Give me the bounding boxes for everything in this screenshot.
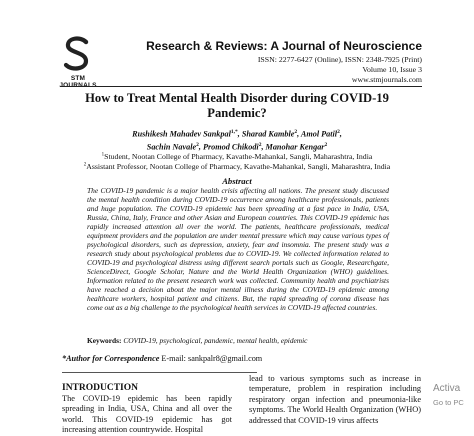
affiliation-sup: 1 [101, 152, 105, 158]
author-line-1: Rushikesh Mahadev Sankpal$^{1,*}$, Sharad Kamble$^2$, Amol Patil$^2$, [132, 129, 342, 139]
introduction-left-column: The COVID-19 epidemic has been rapidly spreading in India, USA, China and all over the world. This COVID-19 epidemic has got increasing attention countrywide. Hospital [62, 394, 232, 435]
abstract-body: The COVID-19 pandemic is a major health crisis affecting all nations. The present study discussed the mental health condition during COVID-19 occurrence among healthcare professionals, patients and huge population. The COVID-19 epidemic has been spreading at a fast pace in India, USA, Russia, China, Italy, France and other Asian and European countries. This COVID-19 epidemic has rapidly increased attention all over the world. The patients, healthcare professionals, medical equipment providers and the population are under mental pressure which may cause various types of psychological disorders, such as depression, anxiety, fear and insomnia. The present study was a research study about psychological problems due to COVID-19. We collected information related to COVID-19 and psychological distress using different search portals such as Google, Researchgate, ScienceDirect, Google Scholar, Nature and the World Health Organization (WHO) guidelines. Information related to the present research work was collected. Community health and psychiatrists have reached a decision about the major mental illness during the COVID-19 epidemic among healthcare workers, hospital patient and citizens. But, the rapid spreading of corona disease has come out as a big challenge to the psychological health services in COVID-19 affected countries. [87, 186, 389, 313]
author-name: Sachin Navale [146, 142, 197, 152]
abstract-heading: Abstract [222, 176, 252, 186]
affiliation-2 [50, 162, 424, 171]
author-name: Promod Chikodi [202, 142, 259, 152]
activation-watermark-title: Activa [433, 383, 461, 394]
author-sup: 2 [196, 141, 199, 148]
author-sup: 1,* [230, 129, 238, 135]
title-line-1: How to Treat Mental Health Disorder during COVID-19 [85, 91, 389, 105]
author-name: Manohar Kengar [265, 142, 325, 152]
logo-text: STM JOURNALS [59, 75, 97, 89]
author-sup: 2 [294, 129, 298, 135]
volume-line: Volume 10, Issue 3 [362, 65, 422, 74]
stm-journals-logo-icon [62, 36, 92, 74]
keywords-line [87, 336, 417, 345]
title-line-2: Pandemic? [207, 106, 267, 120]
website-line: www.stmjournals.com [351, 75, 422, 84]
correspondence-label: *Author for Correspondence [62, 354, 160, 363]
correspondence-email: E-mail: sankpalr8@gmail.com [161, 354, 263, 363]
affiliation-1 [50, 152, 424, 161]
keywords-label: Keywords: [87, 336, 122, 345]
affiliation-text: Assistant Professor, Nootan College of Pharmacy, Kavathe-Mahankal, Sangli, Maharashtra, India [86, 162, 391, 171]
author-name: Amol Patil [300, 129, 338, 139]
author-line-2: Sachin Navale$^2$, Promod Chikodi$^2$, Manohar Kengar$^2$ [146, 141, 328, 152]
author-name: Sharad Kamble [241, 129, 295, 139]
author-sup: 2 [337, 129, 340, 135]
affiliation-sup: 2 [83, 162, 87, 168]
header-rule [60, 86, 422, 87]
author-sup: 2 [258, 141, 262, 148]
issn-line: ISSN: 2277-6427 (Online), ISSN: 2348-7925 (Print) [257, 55, 422, 64]
affiliation-text: Student, Nootan College of Pharmacy, Kavathe-Mahankal, Sangli, Maharashtra, India [104, 152, 373, 161]
author-sup: 2 [324, 141, 328, 148]
introduction-heading: INTRODUCTION [62, 383, 139, 393]
journal-title: Research & Reviews: A Journal of Neuroscience [146, 39, 422, 53]
introduction-right-column: lead to various symptoms such as increase in temperature, problem in respiration including respiratory organ infection and pneumonia-like symptoms. The World Health Organization (WHO) addressed that COVID-19 virus affects [249, 374, 421, 425]
author-name: Rushikesh Mahadev Sankpal [132, 129, 231, 139]
correspondence-line [62, 354, 262, 363]
author-list [50, 127, 424, 152]
activation-watermark-subtitle: Go to PC [433, 398, 464, 407]
keywords-text: COVID-19, psychological, pandemic, mental health, epidemic [123, 336, 308, 345]
paper-title [50, 91, 424, 121]
section-divider [62, 372, 257, 373]
